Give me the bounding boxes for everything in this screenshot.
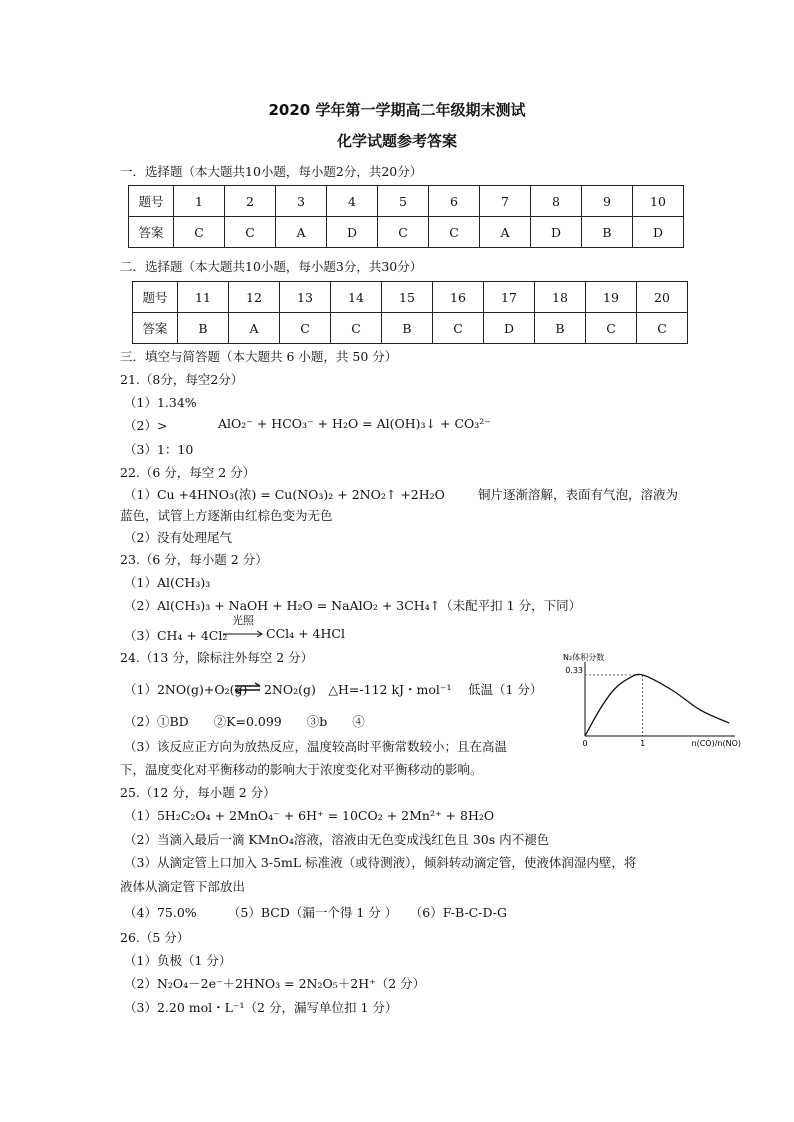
table-cell: 12 — [229, 282, 280, 313]
q22-heading: 22.（6 分，每空 2 分） — [120, 465, 256, 480]
table-cell: 10 — [633, 186, 684, 217]
table-cell: D — [484, 313, 535, 344]
table-cell: C — [174, 217, 225, 248]
table-cell: 5 — [378, 186, 429, 217]
q23-heading: 23.（6 分，每小题 2 分） — [120, 552, 268, 567]
section-2-heading: 二．选择题（本大题共10小题，每小题3分，共30分） — [120, 259, 423, 274]
equilibrium-arrow-icon — [234, 682, 262, 694]
n2-volume-fraction-chart — [555, 648, 745, 752]
q21-answer-2-equation: AlO₂⁻ + HCO₃⁻ + H₂O = Al(OH)₃↓ + CO₃²⁻ — [218, 416, 491, 431]
table-cell: C — [429, 217, 480, 248]
table-cell: B — [382, 313, 433, 344]
answer-title: 化学试题参考答案 — [336, 132, 457, 150]
table-cell: A — [229, 313, 280, 344]
table-cell: B — [535, 313, 586, 344]
table-cell: 9 — [582, 186, 633, 217]
q21-answer-3: （3）1：10 — [124, 442, 194, 457]
q22-answer-2: （2）没有处理尾气 — [124, 530, 232, 545]
y-tick-label: 0.33 — [565, 665, 583, 675]
table-cell: 6 — [429, 186, 480, 217]
table-row — [133, 282, 688, 313]
table-cell: 17 — [484, 282, 535, 313]
table-cell: C — [586, 313, 637, 344]
table-cell: 1 — [174, 186, 225, 217]
table-row — [129, 217, 684, 248]
q24-answer-3-line-1: （3）该反应正方向为放热反应，温度较高时平衡常数较小；且在高温 — [124, 739, 507, 754]
table-cell: 18 — [535, 282, 586, 313]
series-line — [585, 674, 729, 736]
table-cell: 20 — [637, 282, 688, 313]
q25-answer-3-line-1: （3）从滴定管上口加入 3-5mL 标准液（或待测液），倾斜转动滴定管，使液体润湿内壁，将 — [124, 855, 637, 870]
q23-answer-1: （1）Al(CH₃)₃ — [124, 575, 211, 590]
table-cell: 2 — [225, 186, 276, 217]
table-cell: 4 — [327, 186, 378, 217]
section-3-heading: 三．填空与简答题（本大题共 6 小题，共 50 分） — [120, 349, 398, 364]
answer-table-2 — [132, 281, 688, 344]
q24-answer-3-line-2: 下，温度变化对平衡移动的影响大于浓度变化对平衡移动的影响。 — [120, 762, 483, 777]
row-label: 题号 — [129, 186, 174, 217]
q24-answer-1-products: 2NO₂(g) △H=-112 kJ・mol⁻¹ — [264, 682, 452, 697]
table-cell: B — [582, 217, 633, 248]
row-label: 答案 — [129, 217, 174, 248]
table-row — [129, 186, 684, 217]
table-cell: 16 — [433, 282, 484, 313]
q25-heading: 25.（12 分，每小题 2 分） — [120, 785, 276, 800]
q21-heading: 21.（8分，每空2分） — [120, 372, 244, 387]
table-cell: 15 — [382, 282, 433, 313]
q22-answer-1-phenomenon: 铜片逐渐溶解，表面有气泡，溶液为 — [478, 487, 679, 502]
exam-title: 2020 学年第一学期高二年级期末测试 — [268, 101, 526, 119]
q26-answer-3: （3）2.20 mol・L⁻¹（2 分，漏写单位扣 1 分） — [124, 1000, 398, 1015]
q22-answer-1-equation: （1）Cu +4HNO₃(浓) = Cu(NO₃)₂ + 2NO₂↑ +2H₂O — [124, 487, 445, 502]
q23-answer-2: （2）Al(CH₃)₃ + NaOH + H₂O = NaAlO₂ + 3CH₄↑（未配平扣 1 分，下同） — [124, 598, 582, 613]
q21-answer-1: （1）1.34% — [124, 395, 197, 410]
q24-heading: 24.（13 分，除标注外每空 2 分） — [120, 650, 314, 665]
row-label: 题号 — [133, 282, 178, 313]
table-cell: A — [480, 217, 531, 248]
q21-answer-2-sign: （2）> — [124, 418, 168, 433]
q22-answer-1-continued: 蓝色，试管上方逐渐由红棕色变为无色 — [120, 508, 333, 523]
q25-answer-3-line-2: 液体从滴定管下部放出 — [120, 879, 246, 894]
table-cell: 19 — [586, 282, 637, 313]
table-cell: D — [531, 217, 582, 248]
q26-heading: 26.（5 分） — [120, 930, 190, 945]
table-cell: 3 — [276, 186, 327, 217]
table-cell: 8 — [531, 186, 582, 217]
table-cell: 13 — [280, 282, 331, 313]
q25-answer-2: （2）当滴入最后一滴 KMnO₄溶液，溶液由无色变成浅红色且 30s 内不褪色 — [124, 832, 550, 847]
reaction-condition-label: 光照 — [232, 614, 254, 627]
q24-answer-2: （2）①BD ②K=0.099 ③b ④ — [124, 714, 365, 729]
table-cell: C — [225, 217, 276, 248]
x-tick-label: 0 — [582, 739, 588, 748]
section-1-heading: 一．选择题（本大题共10小题，每小题2分，共20分） — [120, 164, 423, 179]
table-cell: 11 — [178, 282, 229, 313]
q23-answer-3-products: CCl₄ + 4HCl — [266, 626, 345, 641]
q23-answer-3-reactants: （3）CH₄ + 4Cl₂ — [124, 628, 228, 643]
table-cell: C — [637, 313, 688, 344]
chart-title: N₂体积分数 — [563, 653, 605, 662]
table-cell: 7 — [480, 186, 531, 217]
q26-answer-1: （1）负极（1 分） — [124, 953, 232, 968]
table-cell: D — [327, 217, 378, 248]
table-cell: B — [178, 313, 229, 344]
table-cell: C — [378, 217, 429, 248]
x-tick-label: 1 — [640, 739, 646, 748]
row-label: 答案 — [133, 313, 178, 344]
q25-answers-4-6: （4）75.0% （5）BCD（漏一个得 1 分 ） （6）F-B-C-D-G — [124, 905, 507, 920]
q24-answer-1-reactants: （1）2NO(g)+O₂(g) — [124, 682, 248, 697]
table-cell: D — [633, 217, 684, 248]
table-row — [133, 313, 688, 344]
reaction-arrow-icon — [222, 630, 264, 638]
q25-answer-1: （1）5H₂C₂O₄ + 2MnO₄⁻ + 6H⁺ = 10CO₂ + 2Mn²⁺ + 8H₂O — [124, 808, 495, 823]
q24-answer-1-condition: 低温（1 分） — [468, 682, 543, 697]
answer-table-1 — [128, 185, 684, 248]
table-cell: C — [280, 313, 331, 344]
table-cell: A — [276, 217, 327, 248]
table-cell: C — [433, 313, 484, 344]
table-cell: 14 — [331, 282, 382, 313]
x-axis-label: n(CO)/n(NO) — [691, 739, 741, 748]
q26-answer-2: （2）N₂O₄－2e⁻＋2HNO₃ = 2N₂O₅＋2H⁺（2 分） — [124, 976, 426, 991]
table-cell: C — [331, 313, 382, 344]
